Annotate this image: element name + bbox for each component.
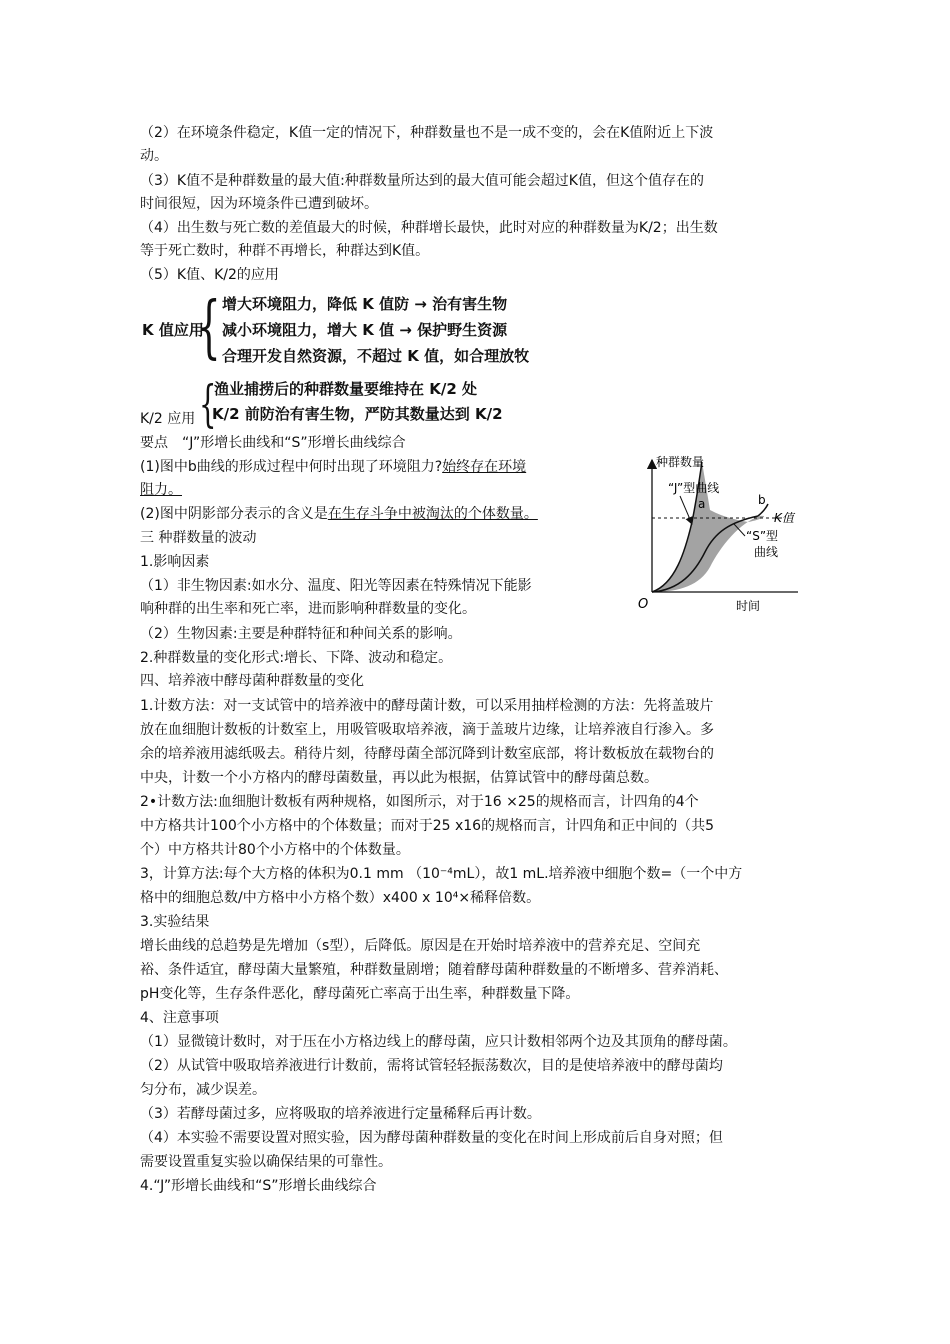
j-label-arrow [680,496,692,524]
text-line: （5）K值、K/2的应用 [140,267,279,283]
text-line: 2•计数方法:血细胞计数板有两种规格，如图所示，对于16 ×25的规格而言，计四角的4个 [140,794,699,810]
k2-app-label: K/2 应用 [140,411,196,427]
brace-icon: { [197,288,221,367]
section-title: 四、培养液中酵母菌种群数量的变化 [140,673,364,689]
text-line: 3，计算方法:每个大方格的体积为0.1 mm （10⁻⁴mL），故1 mL.培养液中细胞个数=（一个中方 [140,866,743,882]
text-line: 中央，计数一个小方格内的酵母菌数量，再以此为根据，估算试管中的酵母菌总数。 [140,770,658,786]
y-axis-label: 种群数量 [656,455,705,469]
text-line: （3）若酵母菌过多，应将吸取的培养液进行定量稀释后再计数。 [140,1106,541,1122]
text-line: （3）K值不是种群数量的最大值:种群数量所达到的最大值可能会超过K值，但这个值存在的 [140,173,704,189]
s-curve-label-2: 曲线 [754,545,779,559]
text-line: pH变化等，生存条件恶化，酵母菌死亡率高于出生率，种群数量下降。 [140,986,580,1002]
j-curve-label: “J”型曲线 [668,481,720,495]
text-line: 时间很短，因为环境条件已遭到破坏。 [140,196,378,212]
text-line: （4）本实验不需要设置对照实验，因为酵母菌种群数量的变化在时间上形成前后自身对照；但 [140,1130,723,1146]
text-line: （2）从试管中吸取培养液进行计数前，需将试管轻轻振荡数次，目的是使培养液中的酵母菌均 [140,1058,723,1074]
k-value-label: K值 [774,511,794,525]
text-line: 余的培养液用滤纸吸去。稍待片刻，待酵母菌全部沉降到计数室底部，将计数板放在载物台的 [140,746,714,762]
s-curve-label: “S”型 [746,529,779,543]
text-line: 响种群的出生率和死亡率，进而影响种群数量的变化。 [140,601,476,617]
question-1 [140,458,526,476]
text-line: （2）在环境条件稳定，K值一定的情况下，种群数量也不是一成不变的，会在K值附近上下波 [140,125,714,141]
k2-app-item: 渔业捕捞后的种群数量要维持在 K/2 处 [214,380,477,398]
text-line: （1）非生物因素:如水分、温度、阳光等因素在特殊情况下能影 [140,578,532,594]
brace-icon: { [199,375,217,433]
k2-app-item: K/2 前防治有害生物，严防其数量达到 K/2 [212,405,503,423]
text-line: 放在血细胞计数板的计数室上，用吸管吸取培养液，滴于盖玻片边缘，让培养液自行渗入。多 [140,722,714,738]
text-line: 匀分布，减少误差。 [140,1082,266,1098]
text-line: 需要设置重复实验以确保结果的可靠性。 [140,1154,392,1170]
text-line: 个）中方格共计80个小方格中的个体数量。 [140,842,410,858]
growth-curve-figure [630,452,810,622]
keypoint-title: 要点 “J”形增长曲线和“S”形增长曲线综合 [140,435,406,451]
text-line: （2）生物因素:主要是种群特征和种间关系的影响。 [140,626,462,642]
text-line: 增长曲线的总趋势是先增加（s型），后降低。原因是在开始时培养液中的营养充足、空间充 [140,938,701,954]
text-line: 1.计数方法：对一支试管中的培养液中的酵母菌计数，可以采用抽样检测的方法：先将盖玻片 [140,698,714,714]
text-line: 等于死亡数时，种群不再增长，种群达到K值。 [140,243,430,259]
k-app-label: K 值应用 [142,321,204,339]
section-title: 三 种群数量的波动 [140,530,257,546]
question-2-answer: 在生存斗争中被淘汰的个体数量。 [327,506,538,522]
text-line: （1）显微镜计数时，对于压在小方格边线上的酵母菌，应只计数相邻两个边及其顶角的酵母菌。 [140,1034,737,1050]
text-line: 格中的细胞总数/中方格中小方格个数）x400 x 10⁴×稀释倍数。 [140,890,541,906]
text-line: 3.实验结果 [140,914,210,930]
question-2-text: (2)图中阴影部分表示的含义是 [140,506,328,522]
point-a-label: a [698,497,706,511]
origin-label: O [638,597,649,612]
question-1-answer: 始终存在环境 [442,459,527,475]
x-axis-label: 时间 [736,599,761,613]
text-line: 4、注意事项 [140,1010,219,1026]
text-line: （4）出生数与死亡数的差值最大的时候，种群增长最快，此时对应的种群数量为K/2；出生数 [140,220,718,236]
k-app-item: 增大环境阻力，降低 K 值防 → 治有害生物 [222,295,508,313]
point-b-label: b [758,493,766,507]
text-line: 中方格共计100个小方格中的个体数量；而对于25 x16的规格而言，计四角和正中间的（共5 [140,818,714,834]
text-line: 裕、条件适宜，酵母菌大量繁殖，种群数量剧增；随着酵母菌种群数量的不断增多、营养消耗、 [140,962,728,978]
k-app-item: 合理开发自然资源，不超过 K 值，如合理放牧 [222,347,530,365]
question-1-answer-cont: 阻力。 [140,482,182,498]
question-1-text: (1)图中b曲线的形成过程中何时出现了环境阻力? [140,459,443,475]
text-line: 动。 [140,148,168,164]
text-line: 1.影响因素 [140,554,210,570]
question-2 [140,505,538,523]
text-line: 4.“J”形增长曲线和“S”形增长曲线综合 [140,1178,377,1194]
text-line: 2.种群数量的变化形式:增长、下降、波动和稳定。 [140,650,453,666]
k-app-item: 减小环境阻力，增大 K 值 → 保护野生资源 [222,321,508,339]
